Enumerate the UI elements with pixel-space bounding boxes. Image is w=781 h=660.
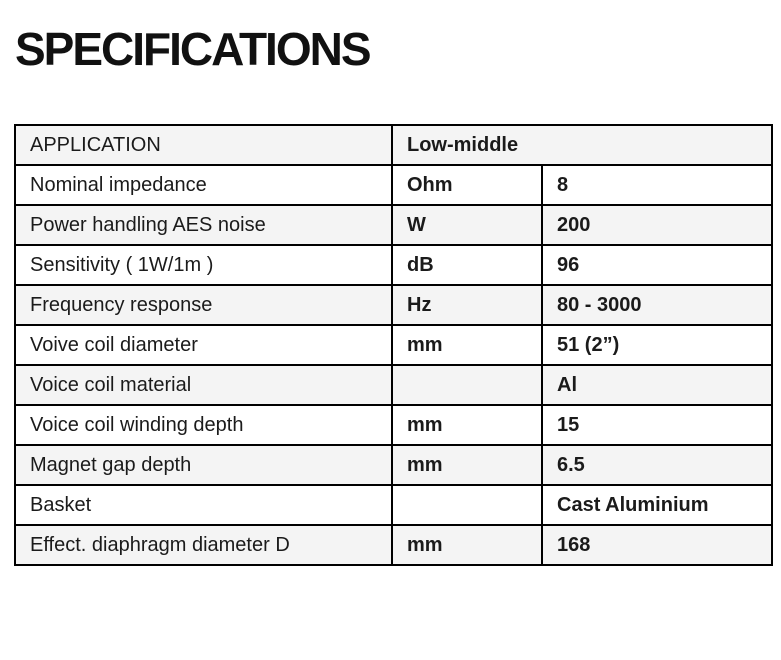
table-row (15, 285, 772, 325)
spec-label: Effect. diaphragm diameter D (15, 525, 392, 565)
spec-value: 6.5 (542, 445, 772, 485)
spec-unit: mm (392, 405, 542, 445)
spec-value: Al (542, 365, 772, 405)
spec-label: Voive coil diameter (15, 325, 392, 365)
spec-unit: Ohm (392, 165, 542, 205)
spec-label: Sensitivity ( 1W/1m ) (15, 245, 392, 285)
spec-value: 15 (542, 405, 772, 445)
table-row (15, 245, 772, 285)
application-label: APPLICATION (15, 125, 392, 165)
spec-label: Magnet gap depth (15, 445, 392, 485)
spec-unit (392, 485, 542, 525)
spec-unit (392, 365, 542, 405)
application-value: Low-middle (392, 125, 772, 165)
spec-value: 80 - 3000 (542, 285, 772, 325)
table-row (15, 525, 772, 565)
table-row (15, 205, 772, 245)
spec-value: 200 (542, 205, 772, 245)
spec-value: 168 (542, 525, 772, 565)
spec-unit: mm (392, 445, 542, 485)
table-row (15, 165, 772, 205)
spec-label: Power handling AES noise (15, 205, 392, 245)
spec-unit: dB (392, 245, 542, 285)
spec-unit: Hz (392, 285, 542, 325)
spec-value: 96 (542, 245, 772, 285)
spec-value: 8 (542, 165, 772, 205)
spec-label: Frequency response (15, 285, 392, 325)
spec-table-body (15, 165, 772, 565)
table-row (15, 445, 772, 485)
spec-label: Voice coil winding depth (15, 405, 392, 445)
table-row (15, 365, 772, 405)
table-header-row (15, 125, 772, 165)
page-title: SPECIFICATIONS (15, 23, 370, 75)
spec-unit: mm (392, 325, 542, 365)
spec-label: Nominal impedance (15, 165, 392, 205)
spec-value: 51 (2”) (542, 325, 772, 365)
specifications-table (14, 124, 773, 566)
spec-label: Basket (15, 485, 392, 525)
table-row (15, 405, 772, 445)
spec-value: Cast Aluminium (542, 485, 772, 525)
spec-unit: mm (392, 525, 542, 565)
table-row (15, 485, 772, 525)
table-row (15, 325, 772, 365)
spec-label: Voice coil material (15, 365, 392, 405)
spec-unit: W (392, 205, 542, 245)
